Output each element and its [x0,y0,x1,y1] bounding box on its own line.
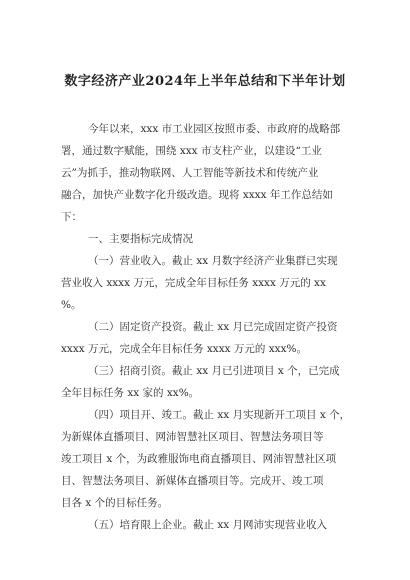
section-heading: 一、主要指标完成情况 [88,233,193,245]
body-line: xxxx 万元，完成全年目标任务 xxxx 万元的 xxx%。 [61,343,307,355]
body-line: （五）培育限上企业。截止 xx 月网沛实现营业收入 [88,519,328,531]
body-line: 全年目标任务 xx 家的 xx%。 [61,387,200,399]
body-line: （三）招商引资。截止 xx 月已引进项目 x 个，已完成 [88,365,340,377]
body-line: （一）营业收入。截止 xx 月数字经济产业集群已实现 [88,255,338,267]
body-line: 目、智慧法务项目、新媒体直播项目等。完成开、竣工项 [61,475,324,487]
body-line: 署，通过数字赋能，围绕 xxx 市支柱产业，以建设“工业 [61,145,322,157]
body-line: %。 [61,299,82,311]
body-line: 融合，加快产业数字化升级改造。现将 xxxx 年工作总结如 [61,189,333,201]
body-line: 今年以来，xxx 市工业园区按照市委、市政府的战略部 [88,123,341,135]
document-title: 数字经济产业2024年上半年总结和下半年计划 [64,74,346,89]
body-line: 目各 x 个的目标任务。 [61,497,169,509]
body-line: 下： [61,211,82,223]
body-line: （二）固定资产投资。截止 xx 月已完成固定资产投资 [88,321,338,333]
body-line: 竣工项目 x 个，为政雅服饰电商直播项目、网沛智慧社区项 [61,453,337,465]
body-line: 营业收入 xxxx 万元，完成全年目标任务 xxxx 万元的 xx [61,277,326,289]
body-line: （四）项目开、竣工。截止 xx 月实现新开工项目 x 个， [88,409,351,421]
body-line: 为新媒体直播项目、网沛智慧社区项目、智慧法务项目等 [61,431,324,443]
body-line: 云”为抓手，推动物联网、人工智能等新技术和传统产业 [61,167,319,179]
